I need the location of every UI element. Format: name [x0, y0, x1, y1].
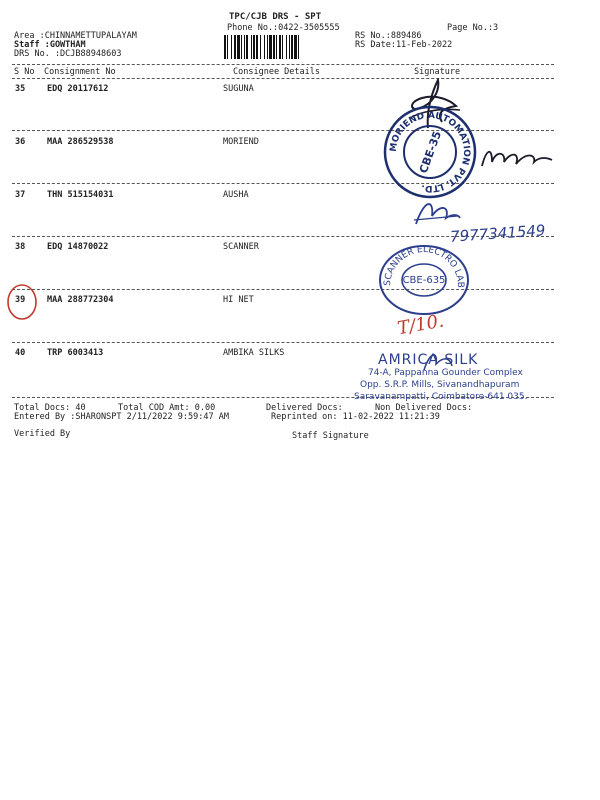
column-sno: S No	[14, 67, 35, 77]
row-consignee: HI NET	[223, 295, 254, 305]
phone-number: Phone No.:0422-3505555	[227, 23, 340, 33]
barcode-bar	[237, 35, 240, 59]
verified-by: Verified By	[14, 429, 71, 439]
row-sno: 38	[15, 242, 26, 252]
row-divider	[12, 289, 554, 290]
column-consignee: Consignee Details	[233, 67, 320, 77]
row-consignment: EDQ 14870022	[47, 242, 109, 252]
amrica-stamp-line2: Opp. S.R.P. Mills, Sivanandhapuram	[360, 380, 520, 390]
barcode-bar	[282, 35, 283, 59]
barcode-bar	[267, 35, 268, 59]
area-label: Area :CHINNAMETTUPALAYAM	[14, 31, 137, 41]
signature-scribble	[420, 348, 456, 378]
barcode-bar	[291, 35, 293, 59]
barcode-bar	[244, 35, 245, 59]
scanner-company-stamp	[376, 240, 472, 316]
divider	[12, 78, 554, 79]
barcode-bar	[260, 35, 261, 59]
row-consignment: MAA 286529538	[47, 137, 114, 147]
svg-text:7977341549: 7977341549	[449, 221, 546, 246]
column-signature: Signature	[414, 67, 461, 77]
barcode-bar	[253, 35, 255, 59]
barcode-bar	[231, 35, 232, 59]
red-circle-mark	[4, 282, 40, 322]
document-title: TPC/CJB DRS - SPT	[229, 12, 322, 22]
scanner-stamp-center: CBE-635	[402, 275, 446, 286]
barcode-bar	[289, 35, 290, 59]
row-consignment: THN 515154031	[47, 190, 114, 200]
page-number: Page No.:3	[447, 23, 499, 33]
row-sno: 39	[15, 295, 26, 305]
barcode-bar	[241, 35, 242, 59]
moriend-company-stamp	[382, 104, 478, 200]
row-consignee: AUSHA	[223, 190, 249, 200]
row-consignee: MORIEND	[223, 137, 259, 147]
amrica-stamp-line3: Saravanampatti, Coimbatore-641 035.	[354, 392, 528, 402]
row-consignee: SCANNER	[223, 242, 259, 252]
svg-text:T/10.: T/10.	[395, 310, 446, 340]
barcode-bar	[264, 35, 265, 59]
row-sno: 40	[15, 348, 26, 358]
barcode-bar	[273, 35, 275, 59]
moriend-stamp-center: CBE-35	[416, 129, 445, 176]
barcode-bar	[294, 35, 297, 59]
non-delivered-docs: Non Delivered Docs:	[375, 403, 473, 413]
drs-number: DRS No. :DCJB88948603	[14, 49, 122, 59]
barcode-bar	[251, 35, 252, 59]
staff-signature: Staff Signature	[292, 431, 369, 441]
scanner-stamp-ring-text: SCANNER ELECTRO LAB	[382, 244, 466, 289]
row-sno: 37	[15, 190, 26, 200]
barcode-bar	[276, 35, 277, 59]
entered-by: Entered By :SHARONSPT 2/11/2022 9:59:47 AM	[14, 412, 229, 422]
row-consignment: TRP 6003413	[47, 348, 104, 358]
barcode-bar	[234, 35, 236, 59]
total-cod: Total COD Amt: 0.00	[118, 403, 216, 413]
barcode-bar	[227, 35, 228, 59]
rs-date: RS Date:11-Feb-2022	[355, 40, 453, 50]
barcode-bar	[286, 35, 287, 59]
amrica-stamp-name: AMRICA SILK	[378, 352, 479, 368]
rs-number: RS No.:889486	[355, 31, 422, 41]
barcode-bar	[256, 35, 258, 59]
column-consignment: Consignment No	[44, 67, 116, 77]
row-sno: 35	[15, 84, 26, 94]
barcode-bar	[279, 35, 281, 59]
total-docs: Total Docs: 40	[14, 403, 86, 413]
barcode-bar	[224, 35, 226, 59]
row-sno: 36	[15, 137, 26, 147]
row-consignment: MAA 288772304	[47, 295, 114, 305]
amrica-stamp-line1: 74-A, Pappanna Gounder Complex	[368, 368, 523, 378]
divider	[12, 64, 554, 65]
row-consignee: AMBIKA SILKS	[223, 348, 285, 358]
staff-label: Staff :GOWTHAM	[14, 40, 86, 50]
barcode-bar	[246, 35, 248, 59]
row-consignee: SUGUNA	[223, 84, 254, 94]
barcode	[224, 35, 348, 59]
signature-scribble	[478, 140, 554, 172]
moriend-stamp-ring-text: MORIEND AUTOMATION PVT. LTD.	[388, 110, 472, 194]
row-consignment: EDQ 20117612	[47, 84, 109, 94]
reprinted-on: Reprinted on: 11-02-2022 11:21:39	[271, 412, 440, 422]
handwritten-red-note	[393, 306, 453, 340]
delivered-docs: Delivered Docs:	[266, 403, 343, 413]
row-divider	[12, 342, 554, 343]
barcode-bar	[269, 35, 272, 59]
barcode-bar	[298, 35, 299, 59]
